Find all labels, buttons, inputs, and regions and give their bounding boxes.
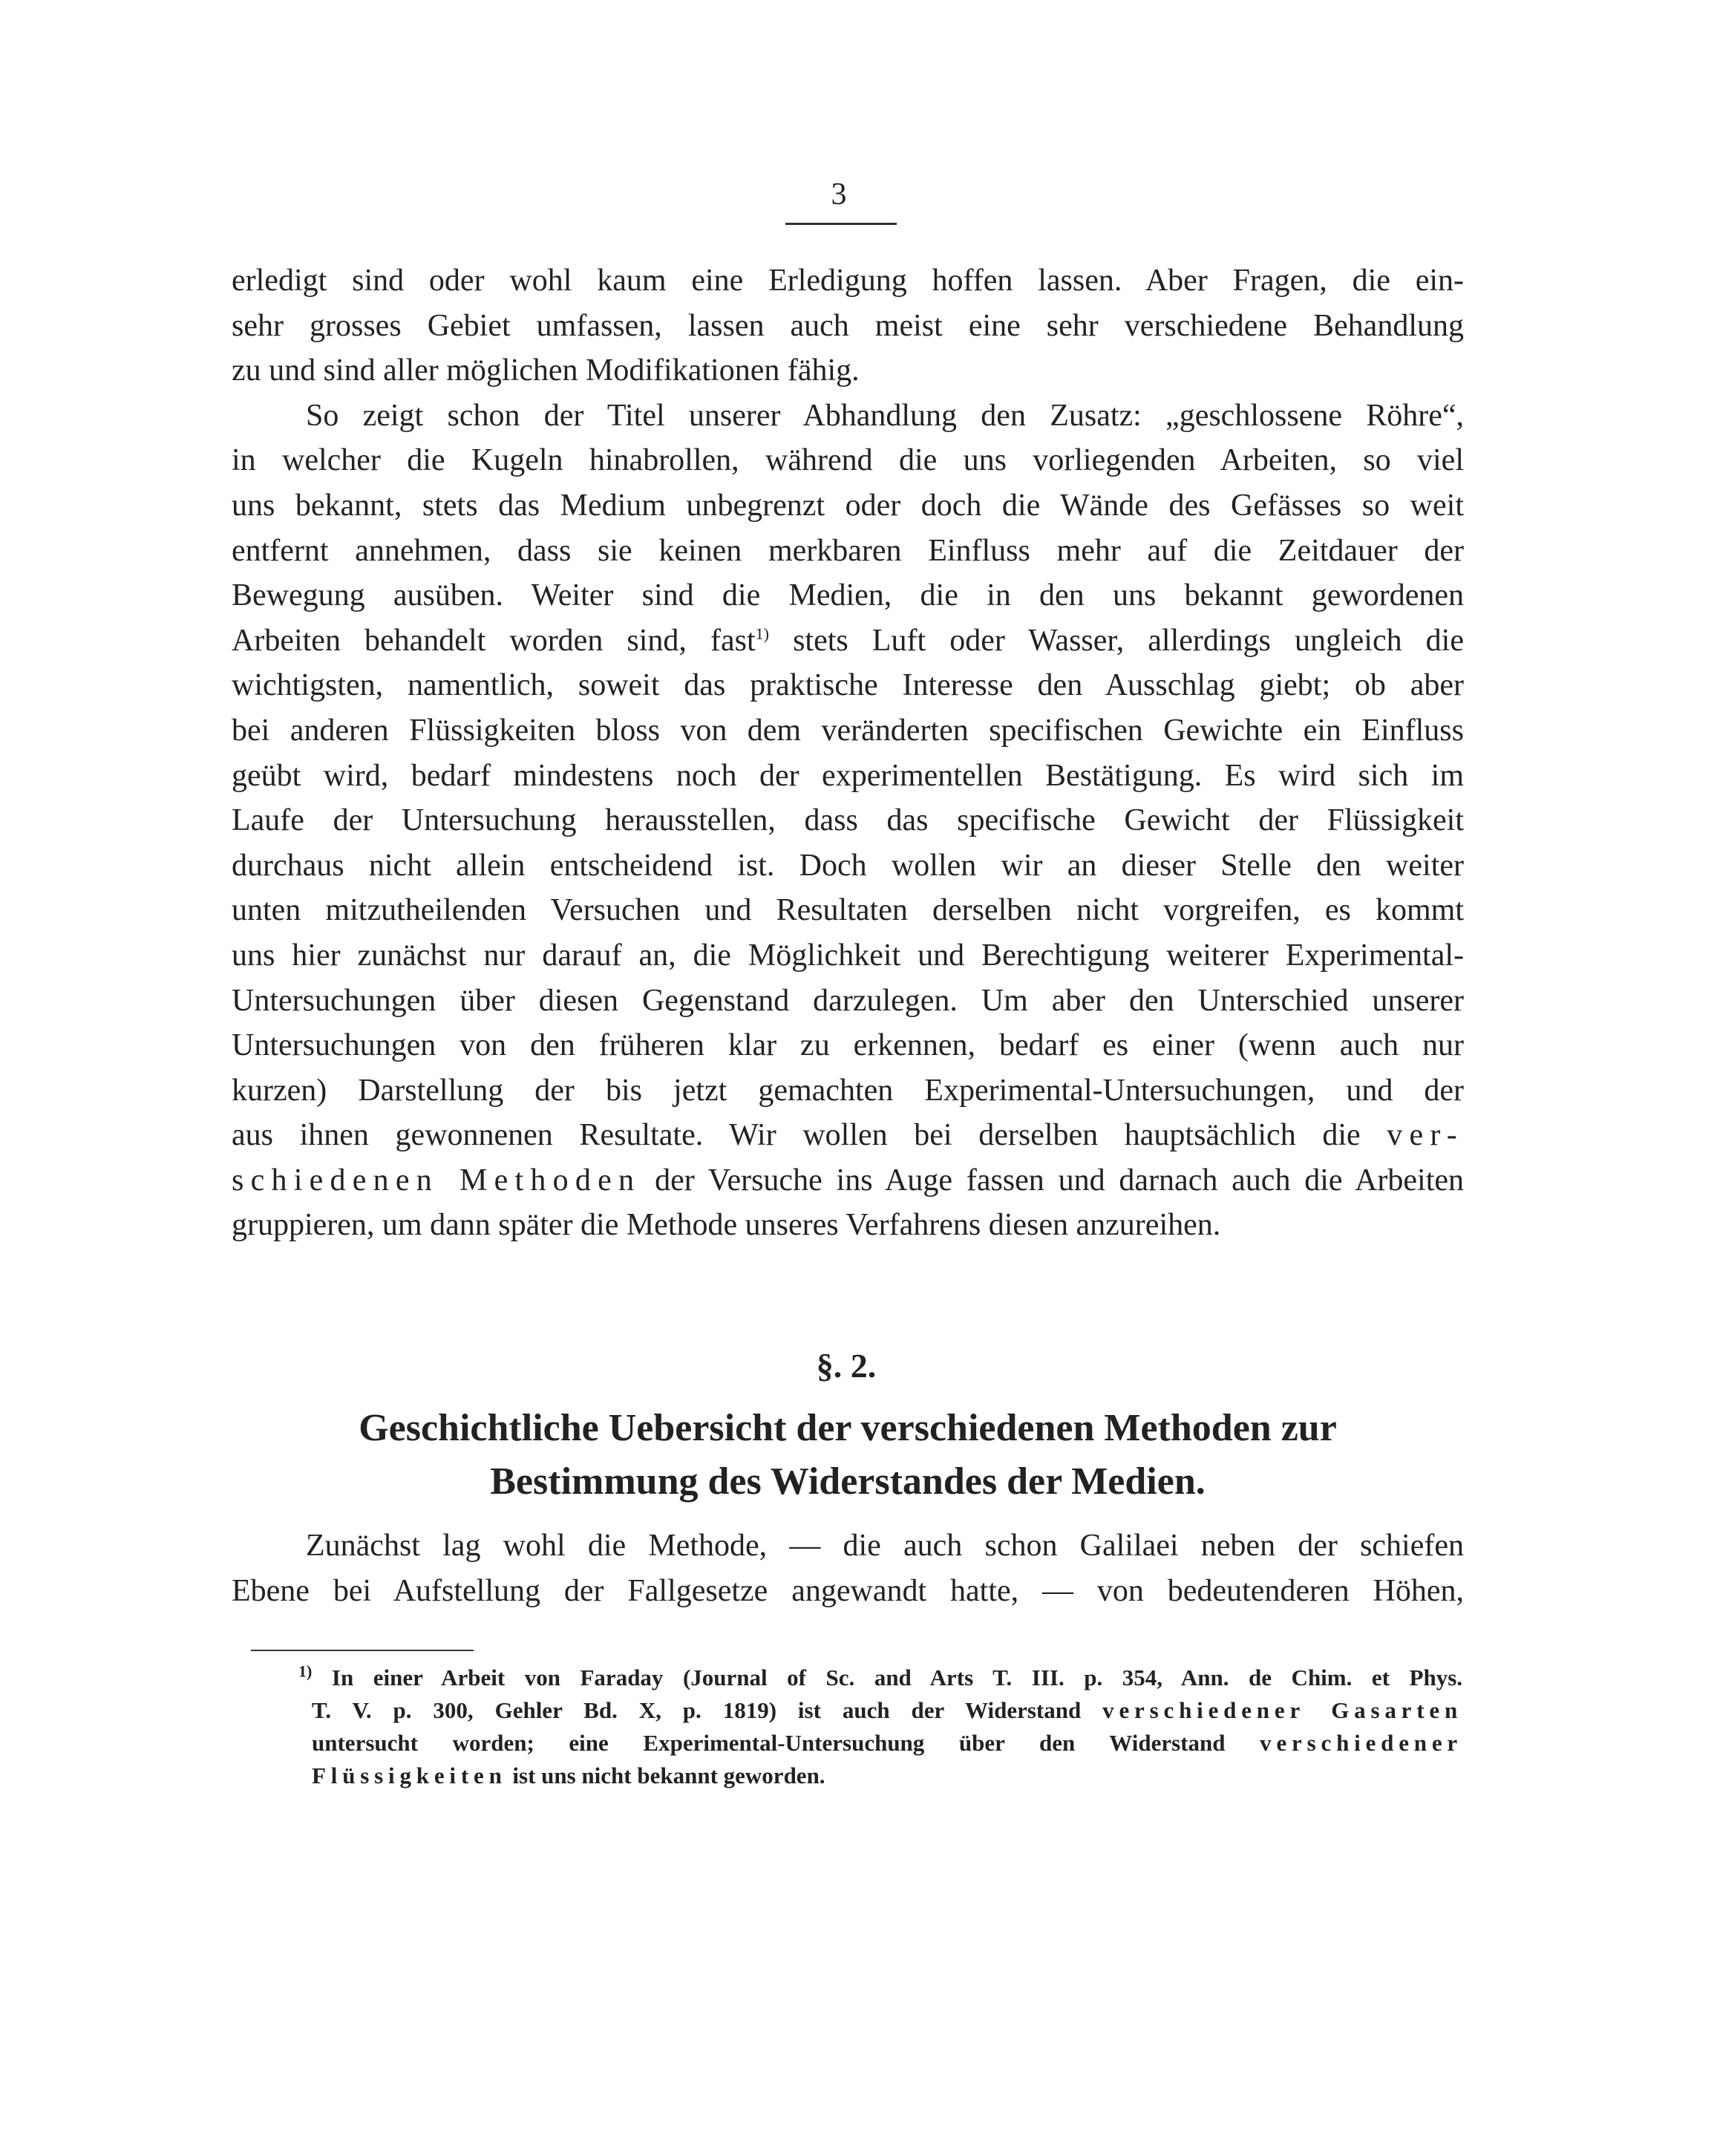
text-line: uns bekannt, stets das Medium unbegrenzt oder doch die Wände des Gefässes so weit [232,488,1464,523]
text-line: durchaus nicht allein entscheidend ist. Doch wollen wir an dieser Stelle den weiter [232,848,1464,883]
text-segment: T. V. p. 300, Gehler Bd. X, p. 1819) ist auch der Widerstand [312,1697,1082,1723]
text-segment: In einer Arbeit von Faraday (Journal of Sc. and Arts T. III. p. 354, Ann. de Chim. et Phys. [331,1665,1463,1690]
footnote-line [298,1662,1462,1694]
text-line-with-spaced-text [232,1113,1464,1158]
text-segment: aus ihnen gewonnenen Resultate. Wir wollen bei derselben hauptsächlich die [232,1118,1361,1153]
footnote-line [312,1694,1462,1727]
text-line: Ebene bei Aufstellung der Fallgesetze angewandt hatte, — von bedeutenderen Höhen, [232,1573,1464,1608]
section-heading [232,1402,1464,1509]
footnote-rule [251,1650,474,1651]
text-line: wichtigsten, namentlich, soweit das praktische Interesse den Ausschlag giebt; ob aber [232,668,1464,703]
text-line: geübt wird, bedarf mindestens noch der experimentellen Bestätigung. Es wird sich im [232,758,1464,793]
section-number: §. 2. [816,1347,877,1385]
text-line: kurzen) Darstellung der bis jetzt gemachten Experimental-Untersuchungen, und der [232,1073,1464,1108]
text-line-with-spaced-text [232,1158,1464,1203]
text-line: gruppieren, um dann später die Methode unseres Verfahrens diesen anzureihen. [232,1208,1221,1243]
main-text [232,258,1464,1248]
section-heading-line: Bestimmung des Widerstandes der Medien. [490,1460,1206,1503]
text-segment: stets Luft oder Wasser, allerdings ungleich die [793,623,1464,658]
text-line-with-footnote [232,618,1464,664]
text-segment: Arbeiten behandelt worden sind, fast [232,623,756,658]
text-line: Untersuchungen über diesen Gegenstand darzulegen. Um aber den Unterschied unserer [232,983,1464,1018]
text-line: in welcher die Kugeln hinabrollen, während die uns vorliegenden Arbeiten, so viel [232,443,1464,478]
text-line: So zeigt schon der Titel unserer Abhandlung den Zusatz: „geschlossene Röhre“, [306,398,1464,433]
footnote-line [312,1727,1462,1760]
text-segment: der Versuche ins Auge fassen und darnach auch die Arbeiten [655,1163,1465,1198]
spaced-text-segment: verschiedener Gasarten [1102,1697,1463,1723]
text-line: sehr grosses Gebiet umfassen, lassen auch meist eine sehr verschiedene Behandlung [232,308,1464,343]
footnote-reference: 1) [755,624,769,643]
text-line: Bewegung ausüben. Weiter sind die Medien, die in den uns bekannt gewordenen [232,578,1464,613]
text-segment: ist uns nicht bekannt geworden. [512,1763,825,1788]
text-line: uns hier zunächst nur darauf an, die Möglichkeit und Berechtigung weiterer Experimental- [232,938,1464,973]
section-heading-line: Geschichtliche Uebersicht der verschiedenen Methoden zur [359,1407,1337,1449]
text-segment: untersucht worden; eine Experimental-Untersuchung über den Widerstand [312,1730,1226,1756]
page-number-rule [785,223,897,225]
footnote-line [312,1760,1462,1792]
footnote-marker: 1) [298,1662,313,1681]
text-line: bei anderen Flüssigkeiten bloss von dem veränderten specifischen Gewichte ein Einfluss [232,713,1464,748]
spaced-text-segment: ver- [1387,1118,1465,1153]
main-text-continued [232,1523,1464,1613]
page-number: 3 [831,177,847,212]
text-line: erledigt sind oder wohl kaum eine Erledigung hoffen lassen. Aber Fragen, die ein- [232,264,1464,298]
spaced-text-segment: schiedenen Methoden [232,1163,641,1198]
footnote [298,1662,1463,1792]
text-line: zu und sind aller möglichen Modifikationen fähig. [232,353,860,388]
text-line: Laufe der Untersuchung herausstellen, dass das specifische Gewicht der Flüssigkeit [232,803,1464,838]
text-line: Untersuchungen von den früheren klar zu erkennen, bedarf es einer (wenn auch nur [232,1028,1464,1063]
spaced-text-segment: verschiedener [1260,1730,1463,1756]
text-line: entfernt annehmen, dass sie keinen merkbaren Einfluss mehr auf die Zeitdauer der [232,533,1464,568]
text-line: unten mitzutheilenden Versuchen und Resultaten derselben nicht vorgreifen, es kommt [232,893,1464,928]
spaced-text-segment: Flüssigkeiten [312,1763,507,1788]
text-line: Zunächst lag wohl die Methode, — die auch schon Galilaei neben der schiefen [306,1529,1464,1563]
